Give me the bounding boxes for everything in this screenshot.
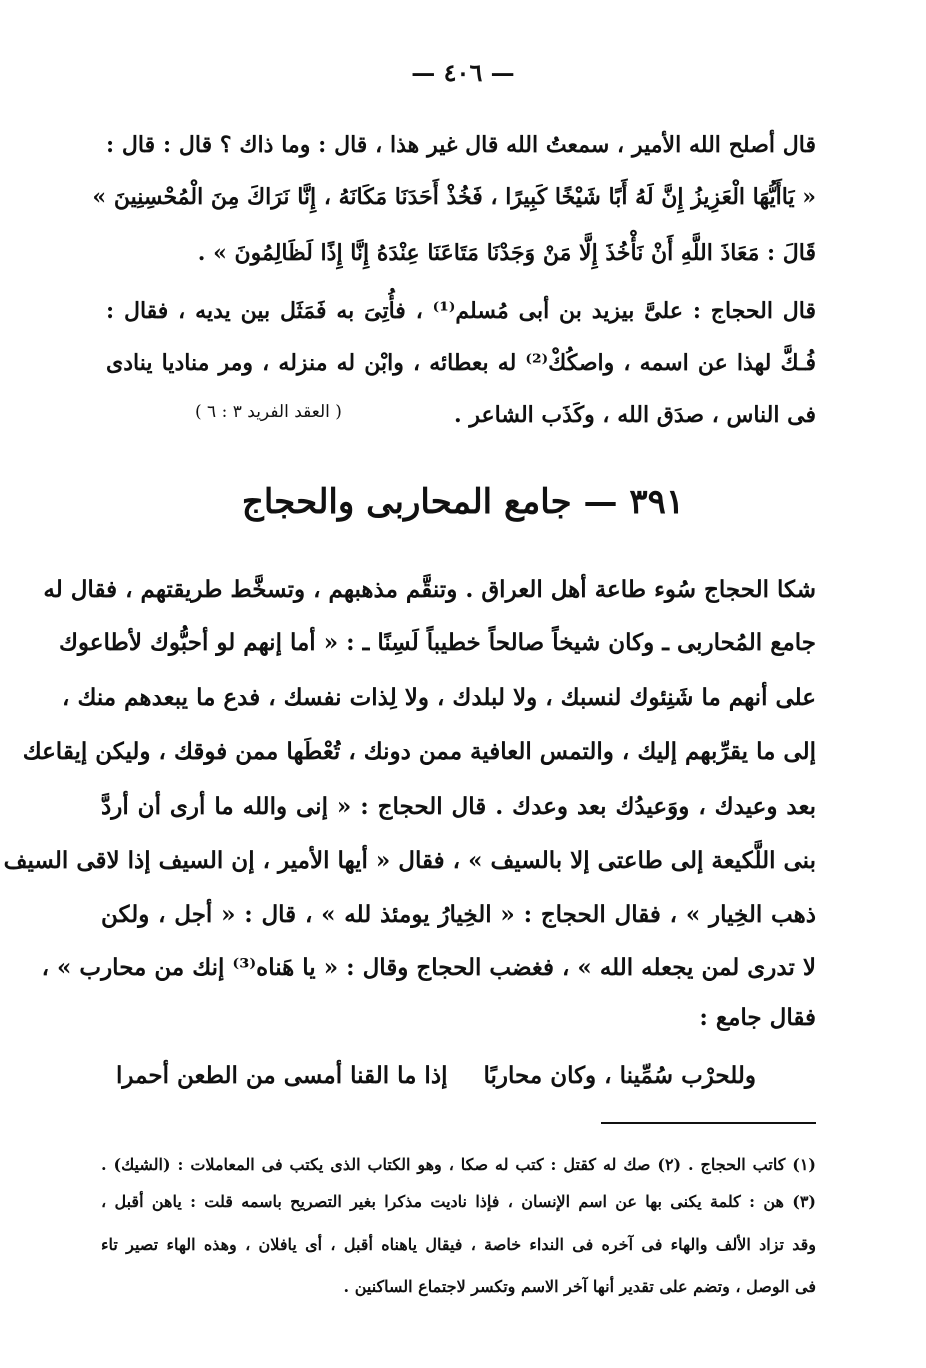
text-line: قال الحجاج : علىَّ بيزيد بن أبى مُسلم⁽¹⁾ ، فأُتِىَ به فَمَثَل بين يديه ، فقال :	[106, 298, 816, 324]
text-line: جامع المُحاربى ـ وكان شيخاً صالحاً خطيباً لَسِنًا ـ : « أما إنهم لو أحبُّوك لأطاعوك	[58, 629, 816, 656]
text-line: فى الناس ، صدَق الله ، وكَذَب الشاعر .	[454, 402, 816, 428]
quran-verse-line: قَالَ : مَعَاذَ اللَّهِ أَنْ نَأْخُذَ إِلَّا مَنْ وَجَدْنَا مَتَاعَنَا عِنْدَهُ إِنَّا إِذًا لَظَالِمُونَ » .	[197, 240, 816, 266]
page-number: — ٤٠٦ —	[411, 58, 515, 87]
text-line: فُـكَّ لهذا عن اسمه ، واصكُكْ⁽²⁾ له بعطائه ، وابْن له منزله ، ومر مناديا ينادى	[106, 350, 816, 376]
footnote-line: وقد تزاد الألف والهاء فى آخره فى النداء خاصة ، فيقال ياهناه أقبل ، أى يافلان ، وهذه الهاء تصير تاء	[101, 1235, 816, 1254]
text-line: بنى اللَّكيعة إلى طاعتى إلا بالسيف » ، فقال « أيها الأمير ، إن السيف إذا لاقى السيف	[3, 847, 816, 874]
text-line: لا تدرى لمن يجعله الله » ، فغضب الحجاج وقال : « يا هَناه⁽³⁾ إنك من محارب » ،	[41, 954, 816, 981]
poetry-verse	[116, 1058, 756, 1094]
text-line: شكا الحجاج سُوء طاعة أهل العراق . وتنقَّم مذهبهم ، وتسخَّط طريقتهم ، فقال له	[43, 576, 816, 603]
text-line: إلى ما يقرِّبهم إليك ، والتمس العافية ممن دونك ، تُعْطَها ممن فوقك ، وليكن إيقاعك	[22, 738, 816, 765]
footnote-line: (٣) هن : كلمة يكنى بها عن اسم الإنسان ، فإذا ناديت مذكرا بغير التصريح باسمه قلت : ياهن أقبل ،	[101, 1192, 816, 1211]
verse-second-hemistich: إذا ما القنا أمسى من الطعن أحمرا	[116, 1062, 448, 1089]
section-title: ٣٩١ — جامع المحاربى والحجاج	[241, 482, 685, 522]
text-line: بعد وعيدك ، ووَعيدُك بعد وعدك . قال الحجاج : « إنى والله ما أرى أن أردَّ	[101, 793, 816, 820]
quran-verse-line: « يَاأَيُّهَا الْعَزِيزُ إِنَّ لَهُ أَبًا شَيْخًا كَبِيرًا ، فَخُذْ أَحَدَنَا مَكَانَهُ ، إِنَّا نَرَاكَ مِنَ الْمُحْسِنِينَ »	[92, 184, 816, 210]
text-line: قال أصلح الله الأمير ، سمعتُ الله قال غير هذا ، قال : وما ذاك ؟ قال : قال :	[106, 132, 816, 158]
footnote-line: فى الوصل ، وتضم على تقدير أنها آخر الاسم وتكسر لاجتماع الساكنين .	[343, 1277, 816, 1296]
source-citation: ( العقد الفريد ٣ : ٦ )	[195, 402, 342, 422]
verse-first-hemistich: وللحرْب سُمِّينا ، وكان محاربًا	[483, 1062, 756, 1089]
text-line: فقال جامع :	[699, 1004, 816, 1031]
text-line: ذهب الخِيار » ، فقال الحجاج : « الخِيارُ يومئذ لله » ، قال : « أجل ، ولكن	[101, 901, 816, 928]
footnote-line: (١) كاتب الحجاج . (٢) صك له كقتل : كتب له صكا ، وهو الكتاب الذى يكتب فى المعاملات : (الشيك) .	[101, 1155, 816, 1174]
footnote-divider	[601, 1122, 816, 1124]
text-line: على أنهم ما شَنِئوك لنسبك ، ولا لبلدك ، ولا لِذات نفسك ، فدع ما يبعدهم منك ،	[62, 684, 816, 711]
